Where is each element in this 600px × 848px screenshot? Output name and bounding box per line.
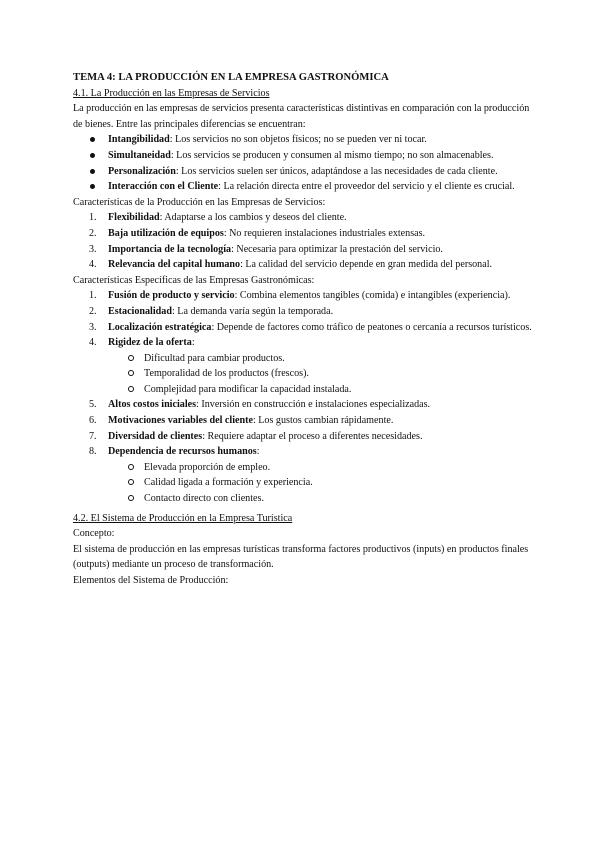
concept-text: El sistema de producción en las empresas turísticas transforma factores productivos (inputs) en productos finales (outputs) mediante un proceso de transformación. bbox=[73, 543, 529, 571]
item-number: 4. bbox=[89, 337, 97, 349]
item-text: : Inversión en construcción e instalaciones especializadas. bbox=[196, 399, 431, 411]
item-term: Dependencia de recursos humanos bbox=[108, 446, 257, 458]
list-item bbox=[73, 257, 533, 273]
section-4-2-heading: 4.2. El Sistema de Producción en la Empresa Turística bbox=[73, 512, 293, 524]
item-term: Motivaciones variables del cliente bbox=[108, 415, 253, 427]
characteristics-heading: Características de la Producción en las Empresas de Servicios: bbox=[73, 196, 326, 208]
item-text: : La relación directa entre el proveedor del servicio y el cliente es crucial. bbox=[218, 181, 515, 193]
characteristics-list bbox=[73, 210, 533, 272]
item-number: 2. bbox=[89, 227, 97, 239]
section-4-1-heading: 4.1. La Producción en las Empresas de Servicios bbox=[73, 87, 270, 99]
item-text: : bbox=[256, 446, 260, 458]
sublist-item: Contacto directo con clientes. bbox=[73, 491, 533, 507]
rigidity-sublist bbox=[73, 351, 533, 398]
item-term: Rigidez de la oferta bbox=[108, 337, 192, 349]
item-number: 3. bbox=[89, 321, 97, 333]
item-term: Baja utilización de equipos bbox=[108, 227, 224, 239]
list-item bbox=[73, 132, 533, 148]
list-item bbox=[73, 304, 533, 320]
item-number: 5. bbox=[89, 399, 97, 411]
item-term: Estacionalidad bbox=[108, 305, 172, 317]
gastronomic-list bbox=[73, 288, 533, 350]
item-number: 7. bbox=[89, 430, 97, 442]
sublist-item: Temporalidad de los productos (frescos). bbox=[73, 366, 533, 382]
list-item bbox=[73, 148, 533, 164]
sublist-item: Elevada proporción de empleo. bbox=[73, 460, 533, 476]
sublist-item: Dificultad para cambiar productos. bbox=[73, 351, 533, 367]
item-number: 4. bbox=[89, 259, 97, 271]
item-number: 8. bbox=[89, 446, 97, 458]
list-item bbox=[73, 226, 533, 242]
elements-label: Elementos del Sistema de Producción: bbox=[73, 575, 229, 586]
item-text: : Los servicios suelen ser únicos, adaptándose a las necesidades de cada cliente. bbox=[175, 165, 498, 177]
item-number: 6. bbox=[89, 415, 97, 427]
item-term: Altos costos iniciales bbox=[108, 399, 197, 411]
list-item bbox=[73, 242, 533, 258]
gastronomic-list-continued bbox=[73, 397, 533, 459]
item-term: Diversidad de clientes bbox=[108, 430, 203, 442]
differences-list bbox=[73, 132, 533, 194]
item-term: Simultaneidad bbox=[108, 149, 171, 161]
item-text: : Los servicios no son objetos físicos; no se pueden ver ni tocar. bbox=[169, 134, 427, 146]
list-item bbox=[73, 444, 533, 460]
gastronomic-heading: Características Específicas de las Empresas Gastronómicas: bbox=[73, 274, 315, 286]
document-page bbox=[73, 70, 533, 589]
sublist-item: Calidad ligada a formación y experiencia. bbox=[73, 475, 533, 491]
list-item bbox=[73, 288, 533, 304]
list-item bbox=[73, 335, 533, 351]
section-4-1-intro: La producción en las empresas de servicios presenta características distintivas en comparación con la producción de bienes. Entre las principales diferencias se encuentran: bbox=[73, 103, 530, 130]
item-term: Localización estratégica bbox=[108, 321, 212, 333]
item-text: : Necesaria para optimizar la prestación del servicio. bbox=[231, 243, 443, 255]
item-number: 1. bbox=[89, 212, 97, 224]
item-text: : Requiere adaptar el proceso a diferentes necesidades. bbox=[202, 430, 423, 442]
item-text: : Combina elementos tangibles (comida) e intangibles (experiencia). bbox=[234, 290, 511, 302]
human-resources-sublist bbox=[73, 460, 533, 507]
item-text: : No requieren instalaciones industriales extensas. bbox=[223, 227, 426, 239]
list-item bbox=[73, 413, 533, 429]
list-item bbox=[73, 320, 533, 336]
item-term: Interacción con el Cliente bbox=[108, 181, 219, 193]
list-item bbox=[73, 429, 533, 445]
item-number: 3. bbox=[89, 243, 97, 255]
item-term: Intangibilidad bbox=[108, 134, 170, 146]
item-term: Personalización bbox=[108, 165, 176, 177]
list-item bbox=[73, 210, 533, 226]
item-number: 1. bbox=[89, 290, 97, 302]
item-text: : Depende de factores como tráfico de peatones o cercanía a recursos turísticos. bbox=[211, 321, 532, 333]
item-term: Relevancia del capital humano bbox=[108, 259, 241, 271]
item-text: : La demanda varía según la temporada. bbox=[171, 305, 334, 317]
item-text: : Los servicios se producen y consumen al mismo tiempo; no son almacenables. bbox=[170, 149, 494, 161]
item-text: : Los gustos cambian rápidamente. bbox=[252, 415, 394, 427]
item-term: Fusión de producto y servicio bbox=[108, 290, 235, 302]
item-text: : bbox=[191, 337, 195, 349]
item-term: Flexibilidad bbox=[108, 212, 160, 224]
item-text: : La calidad del servicio depende en gran medida del personal. bbox=[240, 259, 493, 271]
list-item bbox=[73, 164, 533, 180]
list-item bbox=[73, 397, 533, 413]
item-number: 2. bbox=[89, 305, 97, 317]
list-item bbox=[73, 179, 533, 195]
sublist-item: Complejidad para modificar la capacidad instalada. bbox=[73, 382, 533, 398]
item-text: : Adaptarse a los cambios y deseos del cliente. bbox=[159, 212, 347, 224]
document-title: TEMA 4: LA PRODUCCIÓN EN LA EMPRESA GASTRONÓMICA bbox=[73, 72, 389, 83]
item-term: Importancia de la tecnología bbox=[108, 243, 232, 255]
concept-label: Concepto: bbox=[73, 528, 115, 540]
